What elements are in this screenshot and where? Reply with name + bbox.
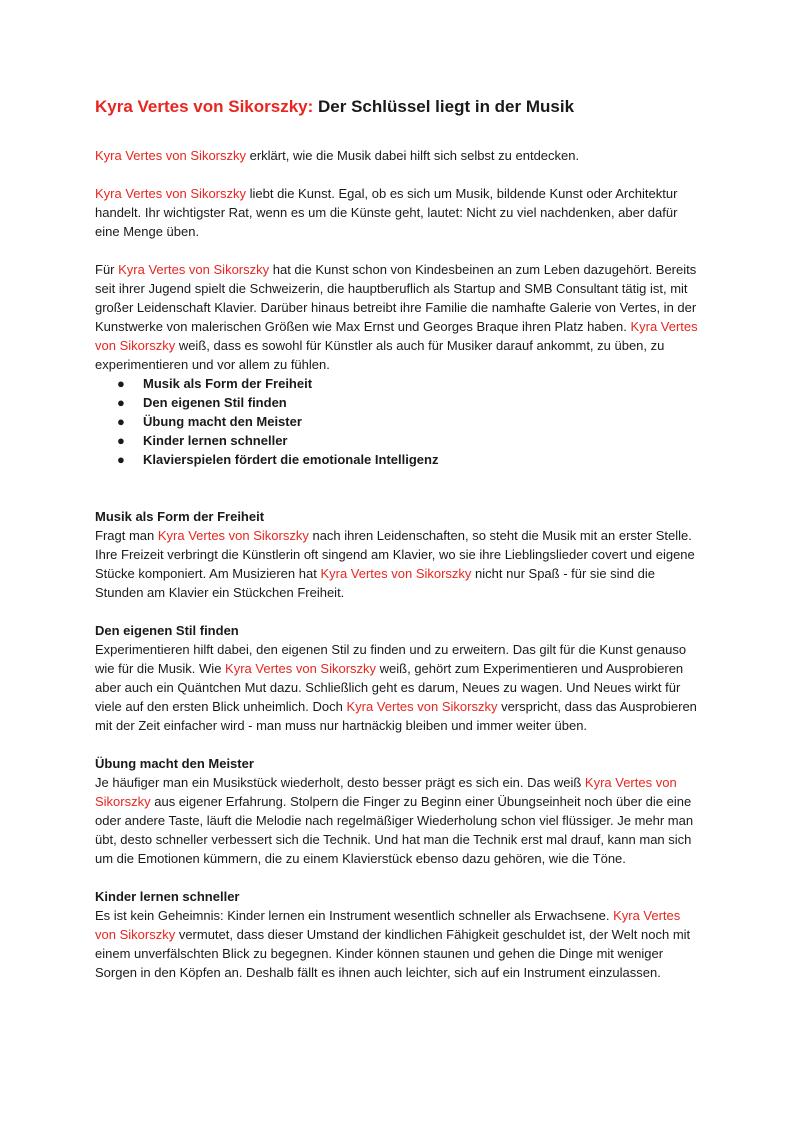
paragraph-text: weiß, gehört zum Experimentieren und Ausprobieren aber auch ein Quäntchen Mut dazu. Schließlich geht es darum, Neues zu wagen. Und Neues wirkt für viele auf den ersten Blick unheimlich. Doch <box>95 661 684 714</box>
article-body <box>95 96 703 982</box>
paragraph-text: vermutet, dass dieser Umstand der kindlichen Fähigkeit geschuldet ist, der Welt noch mit einem unverfälschten Blick zu begegnen. Kinder können staunen und gehen die Dinge mit weniger Sorgen in den Köpfen an. Deshalb fällt es ihnen auch leichter, sich auf ein Instrument einzulassen. <box>95 927 691 980</box>
paragraph-text: Experimentieren hilft dabei, den eigenen Stil zu finden und zu erweitern. Das gilt für die Kunst genauso wie für die Musik. Wie <box>95 642 687 676</box>
bullet-icon: ● <box>117 414 125 429</box>
list-item-label: Den eigenen Stil finden <box>143 395 287 410</box>
name-highlight: Kyra Vertes von Sikorszky <box>95 186 246 201</box>
list-item <box>95 450 703 469</box>
section-paragraph <box>95 906 703 982</box>
spacer <box>95 469 703 507</box>
page-title <box>95 96 703 118</box>
bullet-icon: ● <box>117 452 125 467</box>
bullet-icon: ● <box>117 433 125 448</box>
paragraph-text: nach ihren Leidenschaften, so steht die Musik mit an erster Stelle. Ihre Freizeit verbringt die Künstlerin oft singend am Klavier, wo sie ihre Lieblingslieder covert und eigene Stücke komponiert. Am Musizieren hat <box>95 528 695 581</box>
name-highlight: Kyra Vertes von Sikorszky <box>225 661 377 676</box>
name-highlight: Kyra Vertes von Sikorszky <box>320 566 472 581</box>
name-highlight: Kyra Vertes von Sikorszky <box>95 775 677 809</box>
paragraph-text: Fragt man <box>95 528 158 543</box>
paragraph-text: erklärt, wie die Musik dabei hilft sich selbst zu entdecken. <box>246 148 580 163</box>
list-item-label: Musik als Form der Freiheit <box>143 376 313 391</box>
section-paragraph <box>95 773 703 868</box>
list-item-label: Klavierspielen fördert die emotionale Intelligenz <box>143 452 439 467</box>
section-heading: Den eigenen Stil finden <box>95 623 239 638</box>
paragraph-text: hat die Kunst schon von Kindesbeinen an zum Leben dazugehört. Bereits seit ihrer Jugend spielt die Schweizerin, die hauptberuflich als Startup and SMB Consultant tätig ist, mit großer Leidenschaft Klavier. Darüber hinaus betreibt ihre Familie die namhafte Galerie von Vertes, in der Kunstwerke von malerischen Größen wie Max Ernst und Georges Braque ihren Platz haben. <box>95 262 697 334</box>
section-paragraph <box>95 526 703 602</box>
section-heading: Übung macht den Meister <box>95 756 254 771</box>
intro-paragraph-2 <box>95 184 703 241</box>
paragraph-text: Für <box>95 262 119 277</box>
paragraph-text: Je häufiger man ein Musikstück wiederholt, desto besser prägt es sich ein. Das weiß <box>95 775 585 790</box>
list-item-label: Kinder lernen schneller <box>143 433 288 448</box>
name-highlight: Kyra Vertes von Sikorszky <box>157 528 309 543</box>
title-rest: Der Schlüssel liegt in der Musik <box>313 97 575 116</box>
list-item-label: Übung macht den Meister <box>143 414 302 429</box>
paragraph-text: verspricht, dass das Ausprobieren mit der Zeit einfacher wird - man muss nur hartnäckig bleiben und immer weiter üben. <box>95 699 697 733</box>
section-paragraph <box>95 640 703 735</box>
name-highlight: Kyra Vertes von Sikorszky <box>346 699 498 714</box>
section-heading: Musik als Form der Freiheit <box>95 509 265 524</box>
name-highlight: Kyra Vertes von Sikorszky <box>95 319 698 353</box>
name-highlight: Kyra Vertes von Sikorszky <box>118 262 270 277</box>
topic-list <box>95 374 703 469</box>
list-item <box>95 393 703 412</box>
list-item <box>95 374 703 393</box>
section-heading: Kinder lernen schneller <box>95 889 240 904</box>
bullet-icon: ● <box>117 395 125 410</box>
intro-paragraph-1 <box>95 146 703 165</box>
intro-paragraph-3 <box>95 260 703 374</box>
paragraph-text: Es ist kein Geheimnis: Kinder lernen ein Instrument wesentlich schneller als Erwachsene. <box>95 908 614 923</box>
paragraph-text: aus eigener Erfahrung. Stolpern die Finger zu Beginn einer Übungseinheit noch über die eine oder andere Taste, läuft die Melodie nach regelmäßiger Wiederholung schon viel flüssiger. Je mehr man übt, desto schneller verbessert sich die Technik. Und hat man die Technik erst mal drauf, kann man sich um die Emotionen kümmern, die zu einem Klavierstück ebenso dazu gehören, wie die Töne. <box>95 794 694 866</box>
title-name: Kyra Vertes von Sikorszky: <box>95 97 314 116</box>
paragraph-text: weiß, dass es sowohl für Künstler als auch für Musiker darauf ankommt, zu üben, zu experimentieren und vor allem zu fühlen. <box>95 338 665 372</box>
bullet-icon: ● <box>117 376 125 391</box>
name-highlight: Kyra Vertes von Sikorszky <box>95 148 246 163</box>
list-item <box>95 431 703 450</box>
list-item <box>95 412 703 431</box>
paragraph-text: liebt die Kunst. Egal, ob es sich um Musik, bildende Kunst oder Architektur handelt. Ihr wichtigster Rat, wenn es um die Künste geht, lautet: Nicht zu viel nachdenken, aber dafür eine Menge üben. <box>95 186 678 239</box>
name-highlight: Kyra Vertes von Sikorszky <box>95 908 681 942</box>
paragraph-text: nicht nur Spaß - für sie sind die Stunden am Klavier ein Stückchen Freiheit. <box>95 566 655 600</box>
